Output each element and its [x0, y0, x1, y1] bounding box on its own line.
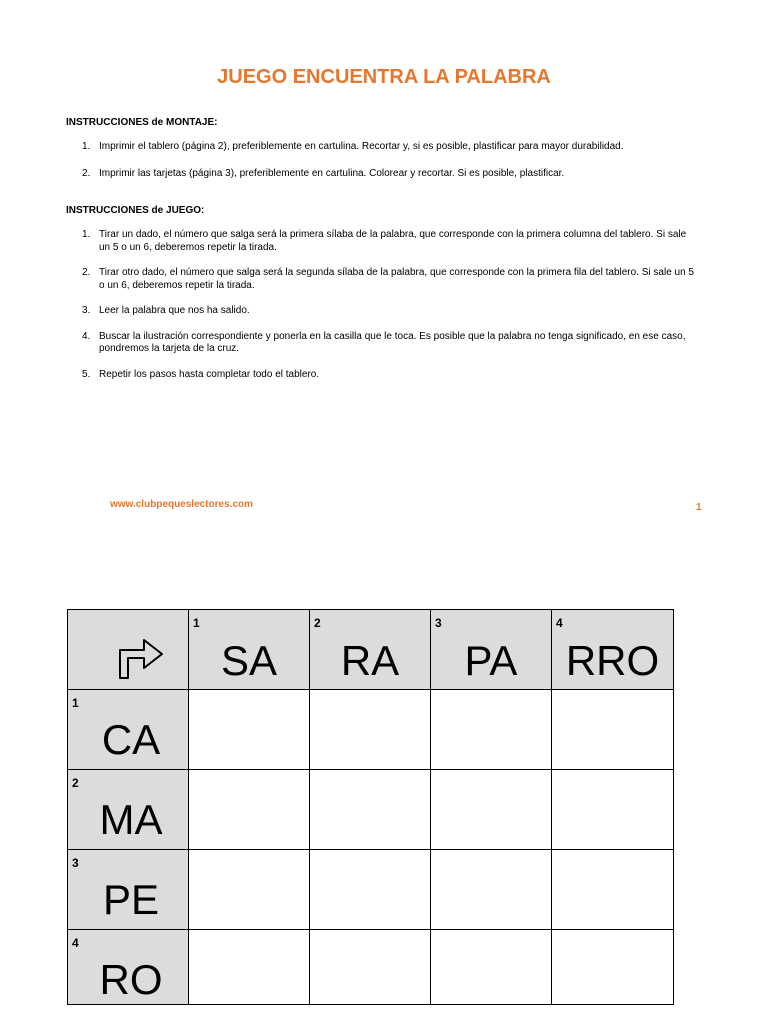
board-slot[interactable] [552, 770, 674, 850]
board-slot[interactable] [310, 690, 431, 770]
game-board [67, 609, 674, 1005]
page-title: JUEGO ENCUENTRA LA PALABRA [217, 66, 551, 88]
juego-item: 2. Tirar otro dado, el número que salga será la segunda sílaba de la palabra, que corresponde con la primera fila del tablero. Si sale un 5 o un 6, deberemos repetir la tirada. [82, 267, 694, 291]
board-slot[interactable] [189, 770, 310, 850]
board-slot[interactable] [431, 770, 552, 850]
row-header-2: 2 MA [68, 770, 189, 850]
board-slot[interactable] [310, 770, 431, 850]
row-header-1: 1 CA [68, 690, 189, 770]
board-slot[interactable] [189, 850, 310, 930]
board-slot[interactable] [552, 930, 674, 1005]
row-syllable: CA [101, 716, 161, 763]
board-slot[interactable] [431, 930, 552, 1005]
juego-heading: INSTRUCCIONES de JUEGO: [66, 205, 205, 216]
board-corner-cell [68, 610, 189, 690]
page-number: 1 [696, 502, 702, 513]
juego-item: 3. Leer la palabra que nos ha salido. [82, 305, 250, 316]
board-slot[interactable] [431, 690, 552, 770]
column-syllable: RA [340, 637, 400, 684]
montaje-item: 1. Imprimir el tablero (página 2), preferiblemente en cartulina. Recortar y, si es posible, plastificar para mayor durabilidad. [82, 141, 624, 152]
board-slot[interactable] [431, 850, 552, 930]
column-header-3: 3 PA [431, 610, 552, 690]
board-slot[interactable] [189, 690, 310, 770]
column-header-2: 2 RA [310, 610, 431, 690]
montaje-list [66, 141, 696, 180]
juego-item: 4. Buscar la ilustración correspondiente y ponerla en la casilla que le toca. Es posible que la palabra no tenga significado, en ese caso, pondremos la tarjeta de la cruz. [82, 330, 686, 354]
row-syllable: PE [102, 876, 160, 923]
board-slot[interactable] [310, 850, 431, 930]
board-slot[interactable] [552, 690, 674, 770]
montaje-heading: INSTRUCCIONES de MONTAJE: [66, 117, 218, 128]
column-syllable: SA [220, 637, 278, 684]
juego-list [66, 229, 696, 381]
row-header-3: 3 PE [68, 850, 189, 930]
board-slot[interactable] [552, 850, 674, 930]
board-slot[interactable] [189, 930, 310, 1005]
column-header-1: 1 SA [189, 610, 310, 690]
montaje-item: 2. Imprimir las tarjetas (página 3), preferiblemente en cartulina. Colorear y recortar. Si es posible, plastificar. [82, 167, 565, 179]
row-header-4: 4 RO [68, 930, 189, 1005]
board-slot[interactable] [310, 930, 431, 1005]
website-link[interactable]: www.clubpequeslectores.com [110, 499, 254, 510]
column-syllable: RRO [565, 637, 660, 684]
column-syllable: PA [464, 637, 518, 684]
row-syllable: RO [99, 956, 163, 1003]
juego-item: 5. Repetir los pasos hasta completar todo el tablero. [82, 368, 320, 380]
row-syllable: MA [99, 796, 163, 843]
juego-item: 1. Tirar un dado, el número que salga será la primera sílaba de la palabra, que corresponde con la primera columna del tablero. Si sale un 5 o un 6, deberemos repetir la tirada. [82, 229, 687, 253]
turn-right-arrow-icon [116, 630, 168, 682]
column-header-4: 4 RRO [552, 610, 674, 690]
